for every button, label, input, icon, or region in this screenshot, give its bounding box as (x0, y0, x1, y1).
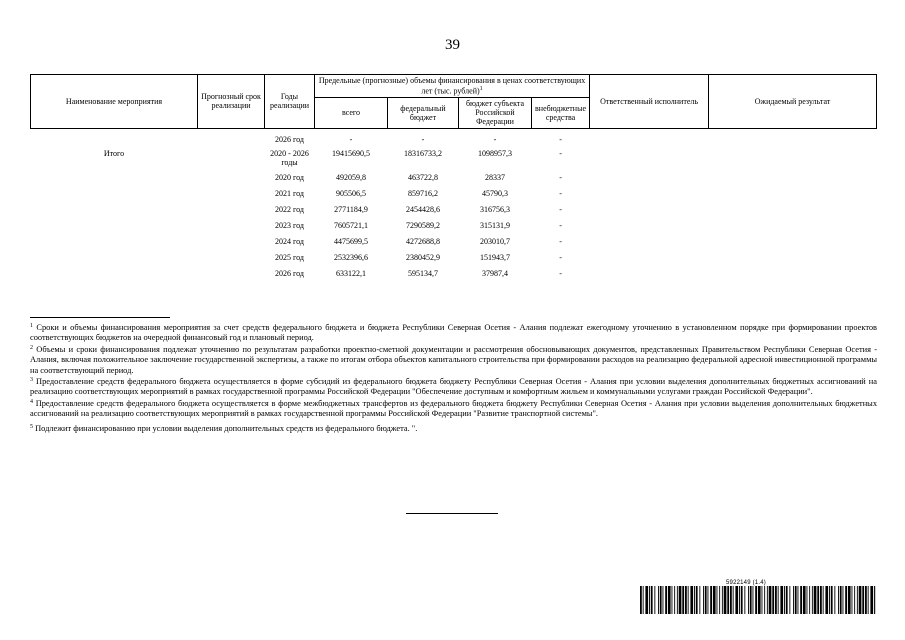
table-row (31, 269, 877, 285)
barcode-bar (724, 586, 727, 614)
barcode-bar (672, 586, 673, 614)
barcode-bar (874, 586, 875, 614)
cell-regional: 151943,7 (480, 252, 510, 262)
header-federal: федеральный бюджет (388, 97, 459, 128)
table-row (31, 149, 877, 173)
cell-year: 2023 год (275, 220, 304, 230)
barcode-bar (786, 586, 788, 614)
cell-year: 2021 год (275, 188, 304, 198)
cell-federal: 595134,7 (408, 268, 438, 278)
cell-regional: 45790,3 (482, 188, 508, 198)
barcode-bar (668, 586, 671, 614)
barcode-bar (857, 586, 858, 614)
cell-offbudget: - (559, 172, 562, 182)
footnote-text: Подлежит финансированию при условии выделения дополнительных средств из федерального бюджета. ". (35, 423, 418, 433)
barcode-bar (651, 586, 653, 614)
barcode-bar (870, 586, 873, 614)
barcode-bar (829, 586, 830, 614)
page-number: 39 (445, 37, 460, 53)
table-row (31, 128, 877, 149)
header-total: всего (315, 97, 388, 128)
cell-name (31, 269, 198, 285)
cell-offbudget: - (559, 134, 562, 144)
cell-regional: 37987,4 (482, 268, 508, 278)
barcode-bar (845, 586, 847, 614)
cell-total: 4475699,5 (334, 236, 368, 246)
barcode-bar (739, 586, 740, 614)
barcode-bar (831, 586, 833, 614)
barcode-image (640, 586, 876, 614)
table-row (31, 189, 877, 205)
footnote-number: 5 (30, 423, 33, 430)
cell-federal: 4272688,8 (406, 236, 440, 246)
cell-year: 2020 - 2026 годы (270, 148, 309, 167)
barcode-bar (722, 586, 723, 614)
cell-offbudget: - (559, 220, 562, 230)
cell-total: 2532396,6 (334, 252, 368, 262)
cell-year: 2020 год (275, 172, 304, 182)
cell-name: Итого (103, 148, 125, 158)
footnote-text: Предоставление средств федерального бюджета осуществляется в форме межбюджетных трансфертов из федерального бюджета бюджету Республики Северная Осетия - Алания при условии выделения дополнительных бюджетных ассигнований на реализацию соответствующих мероприятий в рамках государственной программы Российской Федерации "Развитие транспортной системы". (30, 398, 878, 419)
cell-federal: 18316733,2 (404, 148, 442, 158)
cell-federal: 463722,8 (408, 172, 438, 182)
cell-name (31, 221, 198, 237)
cell-year: 2024 год (275, 236, 304, 246)
barcode-bar (741, 586, 743, 614)
cell-name (31, 253, 198, 269)
barcode-bar (643, 586, 644, 614)
cell-offbudget: - (559, 252, 562, 262)
cell-name (31, 128, 198, 149)
cell-total: 19415690,5 (332, 148, 370, 158)
barcode-bar (798, 586, 799, 614)
barcode-bar (682, 586, 684, 614)
barcode-bar (679, 586, 682, 614)
cell-total: - (349, 134, 353, 144)
cell-federal: 7290589,2 (406, 220, 440, 230)
cell-offbudget: - (559, 268, 562, 278)
cell-federal: 859716,2 (408, 188, 438, 198)
footnote (30, 399, 877, 420)
barcode-bar (809, 586, 810, 614)
table-row (31, 237, 877, 253)
cell-year: 2026 год (275, 134, 304, 144)
barcode-bar (708, 586, 709, 614)
end-divider (406, 513, 498, 514)
footnote (30, 323, 877, 344)
cell-name (31, 237, 198, 253)
barcode-bar (730, 586, 732, 614)
cell-federal: - (421, 134, 425, 144)
barcode-bar (854, 586, 855, 614)
footnote-text: Предоставление средств федерального бюджета осуществляется в форме субсидий из федерального бюджета бюджету Республики Северная Осетия - Алания при условии выделения дополнительных бюджетных ассигнований на реализацию соответствующих мероприятий в рамках государственной программы Российской Федерации "Обеспечение доступным и комфортным жильем и коммунальными услугами граждан Российской Федерации". (30, 377, 878, 397)
barcode-bar (735, 586, 738, 614)
barcode-bar (665, 586, 667, 614)
barcode-bar (713, 586, 716, 614)
barcode-bar (663, 586, 664, 614)
barcode-bar (868, 586, 869, 614)
barcode-bar (834, 586, 835, 614)
header-offbudget: внебюджетные средства (532, 97, 590, 128)
header-name: Наименование мероприятия (31, 75, 198, 129)
cell-regional: 1098957,3 (478, 148, 512, 158)
footnote-marker: 1 (479, 86, 483, 92)
header-funding-text: Предельные (прогнозные) объемы финансирования в ценах соответствующих лет (тыс. рублей) (318, 76, 586, 96)
header-years: Годы реализации (265, 75, 315, 129)
barcode-bar (705, 586, 707, 614)
financing-table (30, 74, 877, 285)
barcode-number: 5922149 (1.4) (726, 580, 766, 586)
barcode-bar (753, 586, 754, 614)
barcode-bar (793, 586, 794, 614)
barcode-bar (780, 586, 783, 614)
barcode-bar (733, 586, 734, 614)
barcode-bar (744, 586, 745, 614)
header-regional: бюджет субъекта Российской Федерации (459, 97, 532, 128)
barcode-bar (694, 586, 695, 614)
barcode-bar (750, 586, 752, 614)
barcode-bar (803, 586, 806, 614)
barcode-bar (778, 586, 779, 614)
barcode-bar (848, 586, 851, 614)
barcode-bar (674, 586, 675, 614)
barcode-bar (812, 586, 813, 614)
header-executor: Ответственный исполнитель (590, 75, 709, 129)
barcode-bar (800, 586, 802, 614)
barcode-bar (685, 586, 687, 614)
table-row (31, 221, 877, 237)
barcode-bar (825, 586, 828, 614)
cell-regional: 315131,9 (480, 220, 510, 230)
footnote-number: 4 (30, 398, 33, 405)
footnote (30, 377, 877, 398)
barcode-bar (640, 586, 642, 614)
cell-total: 492059,8 (336, 172, 366, 182)
barcode-bar (820, 586, 822, 614)
footnote-number: 2 (30, 344, 33, 351)
footnote-number: 1 (30, 323, 33, 329)
cell-regional: 203010,7 (480, 236, 510, 246)
barcode-bar (649, 586, 650, 614)
cell-regional: 316756,3 (480, 204, 510, 214)
barcode-bar (755, 586, 757, 614)
cell-total: 7605721,1 (334, 220, 368, 230)
cell-offbudget: - (559, 188, 562, 198)
footnote-number: 3 (30, 377, 33, 384)
table-row (31, 205, 877, 221)
barcode-bar (717, 586, 718, 614)
footnote-divider (30, 317, 170, 318)
barcode-bar (658, 586, 659, 614)
barcode-bar (688, 586, 689, 614)
footnote (30, 345, 877, 376)
cell-federal: 2380452,9 (406, 252, 440, 262)
cell-federal: 2454428,6 (406, 204, 440, 214)
header-term: Прогнозный срок реализации (198, 75, 265, 129)
barcode-bar (772, 586, 774, 614)
footnote-text: Сроки и объемы финансирования мероприятия за счет средств федерального бюджета и бюджета Республики Северная Осетия - Алания подлежат ежегодному уточнению в установленном порядке при формировании проектов соответствующих бюджетов на очередной финансовый год и плановый период. (30, 323, 878, 343)
table-row (31, 173, 877, 189)
table-body (31, 128, 877, 285)
barcode-bar (859, 586, 862, 614)
table-row (31, 253, 877, 269)
barcode-bar (758, 586, 761, 614)
barcode-bar (703, 586, 704, 614)
barcode-bar (865, 586, 867, 614)
barcode-bar (789, 586, 790, 614)
barcode-bar (654, 586, 655, 614)
barcode-bar (852, 586, 853, 614)
footnotes (30, 323, 877, 435)
cell-total: 633122,1 (336, 268, 366, 278)
footnote (30, 424, 877, 434)
barcode-bar (862, 586, 864, 614)
barcode-bar (795, 586, 797, 614)
barcode-bar (696, 586, 698, 614)
barcode-bar (699, 586, 700, 614)
barcode-bar (748, 586, 749, 614)
barcode-bar (784, 586, 785, 614)
cell-total: 905506,5 (336, 188, 366, 198)
cell-offbudget: - (559, 204, 562, 214)
cell-year: 2025 год (275, 252, 304, 262)
barcode-bar (710, 586, 712, 614)
barcode-bar (840, 586, 842, 614)
barcode-bar (764, 586, 765, 614)
cell-year: 2022 год (275, 204, 304, 214)
barcode-bar (817, 586, 819, 614)
barcode-bar (660, 586, 662, 614)
cell-name (31, 173, 198, 189)
cell-name (31, 189, 198, 205)
barcode-bar (727, 586, 729, 614)
barcode-bar (762, 586, 763, 614)
barcode-bar (645, 586, 648, 614)
cell-year: 2026 год (275, 268, 304, 278)
barcode-bar (775, 586, 777, 614)
barcode-bar (767, 586, 768, 614)
barcode-bar (843, 586, 844, 614)
barcode-bar (838, 586, 839, 614)
cell-offbudget: - (559, 236, 562, 246)
cell-offbudget: - (559, 148, 562, 158)
barcode-bar (814, 586, 817, 614)
barcode-bar (719, 586, 720, 614)
cell-regional: - (493, 134, 497, 144)
barcode-bar (690, 586, 693, 614)
header-funding-group (315, 75, 590, 98)
barcode-bar (823, 586, 824, 614)
footnote-text: Объемы и сроки финансирования подлежат уточнению по результатам разработки проектно-сметной документации и рассмотрения обосновывающих документов, представленных Правительством Республики Северная Осетия - Алания, включая положительное заключение государственной экспертизы, а также по итогам отбора объектов капитального строительства при формировании расходов на реализацию федеральной адресной инвестиционной программы на соответствующий период. (30, 344, 877, 375)
barcode-bar (677, 586, 678, 614)
cell-name (31, 205, 198, 221)
barcode-bar (807, 586, 808, 614)
barcode-bar (769, 586, 772, 614)
header-result: Ожидаемый результат (709, 75, 877, 129)
cell-total: 2771184,9 (334, 204, 368, 214)
cell-regional: 28337 (485, 172, 505, 182)
